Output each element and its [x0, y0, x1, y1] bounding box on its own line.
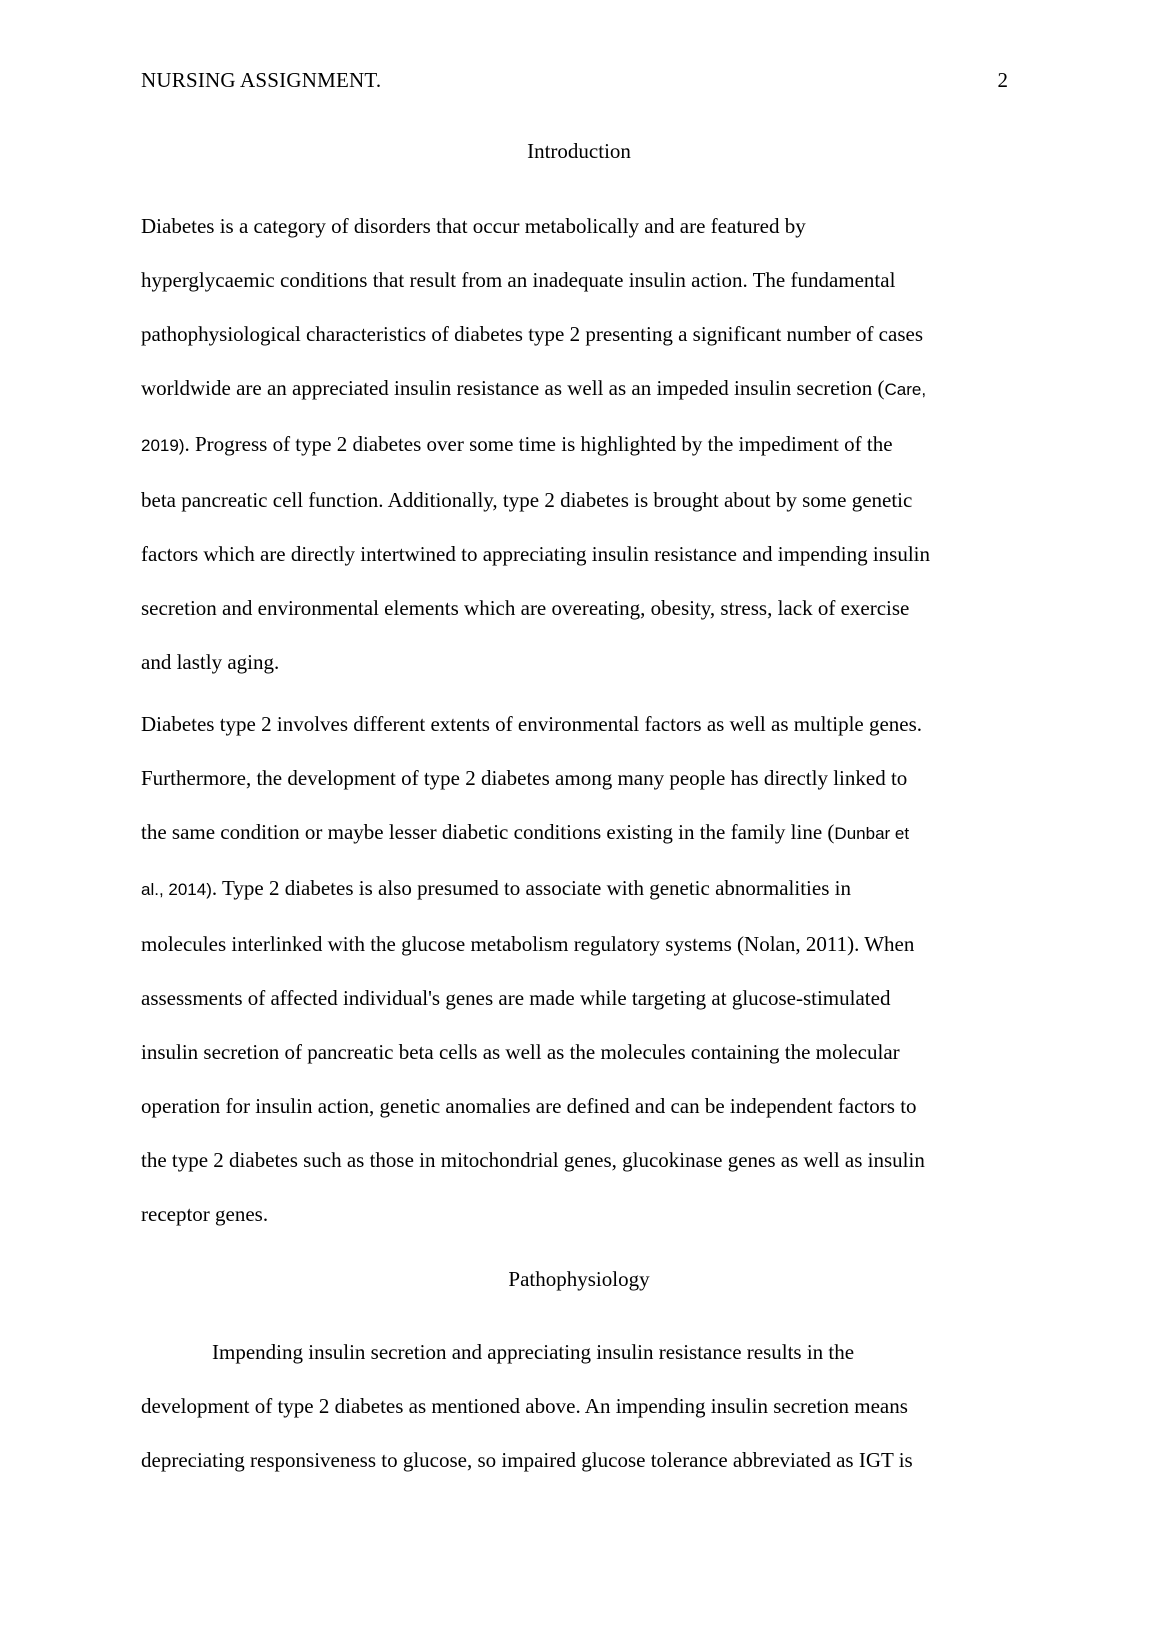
text-line: Diabetes is a category of disorders that occur metabolically and are featured by [141, 214, 806, 238]
section-heading-pathophysiology: Pathophysiology [508, 1267, 650, 1291]
text-line: the type 2 diabetes such as those in mitochondrial genes, glucokinase genes as well as insulin [141, 1148, 925, 1172]
line-text: . Progress of type 2 diabetes over some time is highlighted by the impediment of the [184, 432, 893, 456]
text-line: factors which are directly intertwined to appreciating insulin resistance and impending insulin [141, 542, 931, 566]
paragraph-introduction-1 [141, 199, 1021, 689]
text-line: Diabetes type 2 involves different extents of environmental factors as well as multiple genes. [141, 712, 923, 736]
citation: Dunbar et [834, 824, 910, 843]
text-line [141, 417, 1021, 473]
citation: 2019) [141, 436, 185, 455]
text-line: Impending insulin secretion and appreciating insulin resistance results in the [212, 1340, 855, 1364]
text-line: assessments of affected individual's genes are made while targeting at glucose-stimulated [141, 986, 891, 1010]
text-line: and lastly aging. [141, 650, 280, 674]
line-text: . Type 2 diabetes is also presumed to associate with genetic abnormalities in [211, 876, 851, 900]
text-line: secretion and environmental elements which are overeating, obesity, stress, lack of exercise [141, 596, 910, 620]
text-line: molecules interlinked with the glucose metabolism regulatory systems (Nolan, 2011). When [141, 932, 915, 956]
text-line [141, 361, 1021, 417]
section-heading-introduction: Introduction [527, 139, 631, 163]
paragraph-pathophysiology-1 [141, 1325, 1021, 1487]
text-line: insulin secretion of pancreatic beta cells as well as the molecules containing the molecular [141, 1040, 900, 1064]
text-line: receptor genes. [141, 1202, 269, 1226]
page-number: 2 [997, 68, 1008, 92]
citation: Care, [884, 380, 927, 399]
text-line: development of type 2 diabetes as mentioned above. An impending insulin secretion means [141, 1394, 908, 1418]
text-line: hyperglycaemic conditions that result from an inadequate insulin action. The fundamental [141, 268, 896, 292]
text-line: operation for insulin action, genetic anomalies are defined and can be independent factors to [141, 1094, 917, 1118]
text-line: beta pancreatic cell function. Additionally, type 2 diabetes is brought about by some genetic [141, 488, 913, 512]
text-line: Furthermore, the development of type 2 diabetes among many people has directly linked to [141, 766, 908, 790]
paragraph-introduction-2 [141, 697, 1021, 1241]
line-text: the same condition or maybe lesser diabetic conditions existing in the family line ( [141, 820, 835, 844]
running-head: NURSING ASSIGNMENT. [141, 68, 382, 92]
text-line: depreciating responsiveness to glucose, so impaired glucose tolerance abbreviated as IGT is [141, 1448, 913, 1472]
text-line [141, 805, 1021, 861]
citation: al., 2014) [141, 880, 212, 899]
line-text: worldwide are an appreciated insulin resistance as well as an impeded insulin secretion ( [141, 376, 885, 400]
text-line: pathophysiological characteristics of diabetes type 2 presenting a significant number of cases [141, 322, 923, 346]
text-line [141, 861, 1021, 917]
